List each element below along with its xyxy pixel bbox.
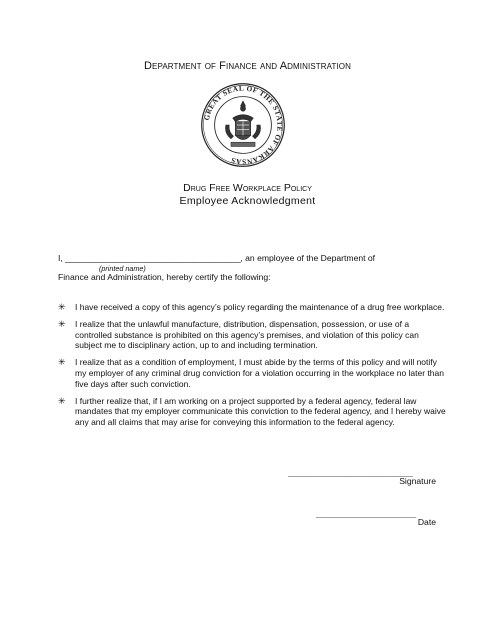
- asterisk-bullet-icon: ✳: [58, 357, 66, 368]
- policy-title: Drug Free Workplace Policy: [183, 182, 312, 194]
- list-item-text: I further realize that, if I am working on a project supported by a federal agency, federal law mandates that my employer communicate this conviction to the federal agency, and I hereby waive any and all claims that may arise for conveying this information to the federal agency.: [75, 395, 446, 428]
- date-label: Date: [417, 517, 436, 527]
- list-item: [58, 357, 448, 389]
- list-item: [58, 302, 448, 313]
- date-field[interactable]: ________________________: [316, 509, 416, 518]
- seal-ring-text: GREAT SEAL OF THE STATE OF ARKANSAS: [202, 84, 284, 166]
- list-item-text: I have received a copy of this agency’s policy regarding the maintenance of a drug free workplace.: [75, 302, 445, 312]
- list-item: [58, 319, 448, 351]
- signature-label: Signature: [399, 476, 436, 486]
- certification-line-2: Finance and Administration, hereby certify the following:: [58, 272, 271, 282]
- certification-suffix: , an employee of the Department of: [240, 253, 376, 263]
- asterisk-bullet-icon: ✳: [58, 302, 66, 312]
- certification-line: [58, 253, 438, 263]
- list-item-text: I realize that the unlawful manufacture, distribution, dispensation, possession, or use of a controlled substance is prohibited on this agency’s premises, and violation of this policy can subject me to disciplinary action, up to and including termination.: [75, 318, 419, 351]
- printed-name-field[interactable]: ________________________________________: [65, 253, 241, 263]
- acknowledgment-list: [58, 302, 448, 434]
- state-seal-icon: [200, 82, 286, 168]
- list-item-text: I realize that as a condition of employment, I must abide by the terms of this policy and will notify my employer of any criminal drug conviction for a violation occurring in the workplace no later than five days after such conviction.: [75, 357, 444, 389]
- department-heading: Department of Finance and Administration: [144, 60, 351, 72]
- list-item: [58, 396, 448, 428]
- policy-subtitle: Employee Acknowledgment: [179, 195, 316, 207]
- certification-prefix: I,: [58, 253, 63, 263]
- printed-name-label: (printed name): [99, 264, 146, 273]
- asterisk-bullet-icon: ✳: [58, 318, 66, 329]
- signature-field[interactable]: ______________________________: [288, 468, 413, 477]
- asterisk-bullet-icon: ✳: [58, 395, 66, 406]
